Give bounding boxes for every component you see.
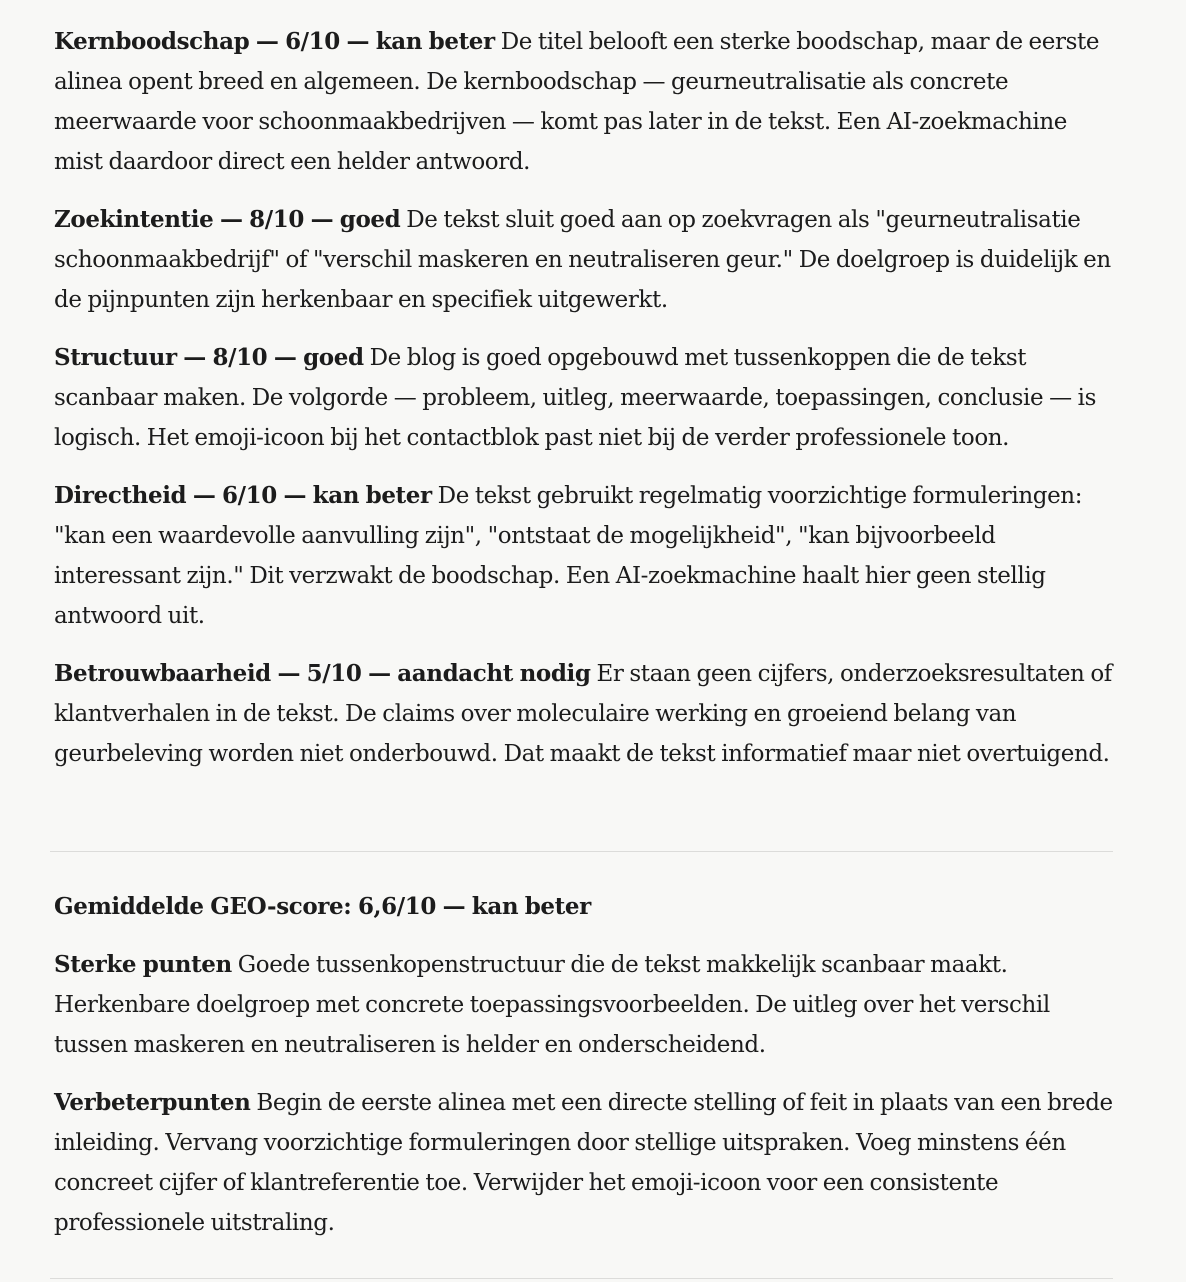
- summary-section: [54, 887, 1114, 1261]
- criterion-betrouwbaarheid: [54, 654, 1114, 774]
- improvements-paragraph: [54, 1083, 1114, 1243]
- strengths-heading: Sterke punten: [54, 951, 232, 978]
- criterion-heading: Kernboodschap — 6/10 — kan beter: [54, 28, 495, 55]
- section-divider: [50, 851, 1113, 852]
- average-score: Gemiddelde GEO-score: 6,6/10 — kan beter: [54, 893, 591, 920]
- strengths-paragraph: [54, 945, 1114, 1065]
- criterion-heading: Directheid — 6/10 — kan beter: [54, 482, 432, 509]
- criterion-kernboodschap: [54, 22, 1114, 182]
- criterion-text: De blog is goed opgebouwd met tussenkoppen die de tekst scanbaar maken. De volgorde — probleem, uitleg, meerwaarde, toepassingen, conclusie — is logisch. Het emoji-icoon bij het contactblok past niet bij de verder professionele toon.: [54, 345, 1096, 451]
- criterion-heading: Zoekintentie — 8/10 — goed: [54, 206, 401, 233]
- strengths-text: Goede tussenkopenstructuur die de tekst makkelijk scanbaar maakt. Herkenbare doelgroep met concrete toepassingsvoorbeelden. De uitleg over het verschil tussen maskeren en neutraliseren is helder en onderscheidend.: [54, 952, 1050, 1058]
- criteria-section: [54, 22, 1114, 792]
- criterion-zoekintentie: [54, 200, 1114, 320]
- bottom-divider: [50, 1278, 1113, 1279]
- criterion-directheid: [54, 476, 1114, 636]
- criterion-text: De tekst sluit goed aan op zoekvragen als "geurneutralisatie schoonmaakbedrijf" of "verschil maskeren en neutraliseren geur." De doelgroep is duidelijk en de pijnpunten zijn herkenbaar en specifiek uitgewerkt.: [54, 207, 1111, 313]
- improvements-heading: Verbeterpunten: [54, 1089, 251, 1116]
- criterion-text: De titel belooft een sterke boodschap, maar de eerste alinea opent breed en algemeen. De kernboodschap — geurneutralisatie als concrete meerwaarde voor schoonmaakbedrijven — komt pas later in de tekst. Een AI-zoekmachine mist daardoor direct een helder antwoord.: [54, 29, 1100, 175]
- criterion-heading: Structuur — 8/10 — goed: [54, 344, 364, 371]
- criterion-text: De tekst gebruikt regelmatig voorzichtige formuleringen: "kan een waardevolle aanvulling zijn", "ontstaat de mogelijkheid", "kan bijvoorbeeld interessant zijn." Dit verzwakt de boodschap. Een AI-zoekmachine haalt hier geen stellig antwoord uit.: [54, 483, 1083, 629]
- criterion-structuur: [54, 338, 1114, 458]
- improvements-text: Begin de eerste alinea met een directe stelling of feit in plaats van een brede inleiding. Vervang voorzichtige formuleringen door stellige uitspraken. Voeg minstens één concreet cijfer of klantreferentie toe. Verwijder het emoji-icoon voor een consistente professionele uitstraling.: [54, 1090, 1113, 1236]
- criterion-heading: Betrouwbaarheid — 5/10 — aandacht nodig: [54, 660, 591, 687]
- criterion-text: Er staan geen cijfers, onderzoeksresultaten of klantverhalen in de tekst. De claims over moleculaire werking en groeiend belang van geurbeleving worden niet onderbouwd. Dat maakt de tekst informatief maar niet overtuigend.: [54, 661, 1112, 767]
